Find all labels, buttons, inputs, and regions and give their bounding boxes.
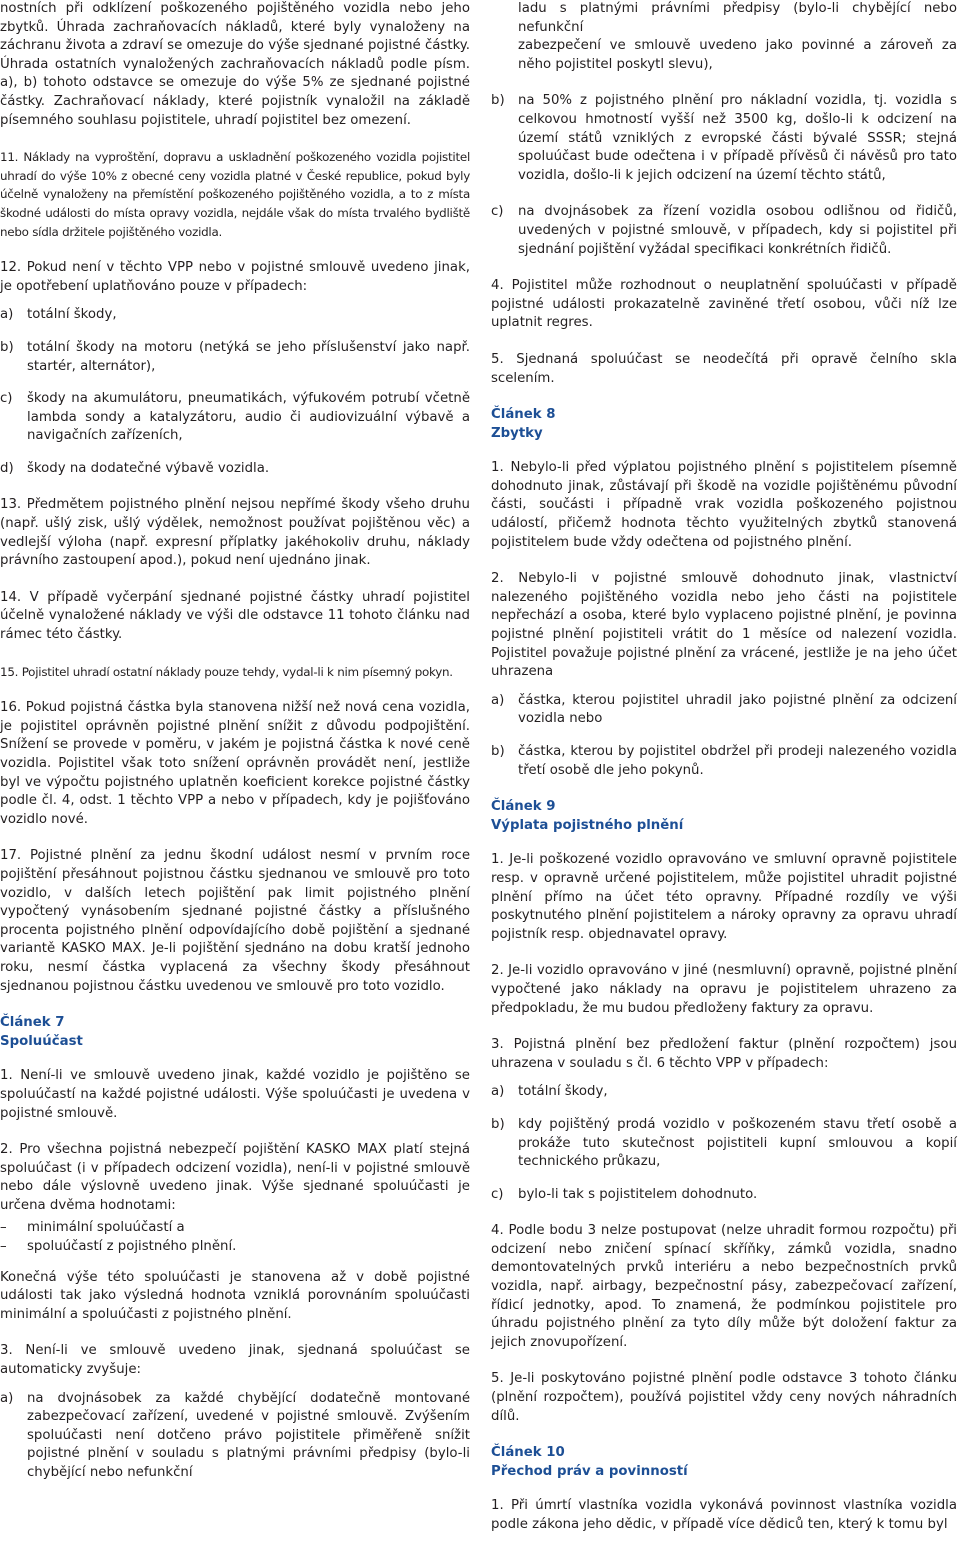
article-7-paragraph-3: 3. Není-li ve smlouvě uvedeno jinak, sjednaná spoluúčast se automaticky zvyšuje:	[0, 1343, 470, 1378]
article-9-paragraph-1: 1. Je-li poškozené vozidlo opravováno ve smluvní opravně pojistitele resp. v opravně určené pojistitelem, může pojistitel uhradit pojistné plnění přímo na účet této opravny. Případné rozdíly ve výši poskytnutého plnění pojistitelem a nároky opravny za opravu uhradí pojistník resp. objednavatel opravy.	[491, 852, 957, 942]
article-number: Článek 8	[491, 407, 556, 423]
item-text: totální škody,	[518, 1084, 608, 1100]
paragraph-11: 11. Náklady na vyproštění, dopravu a uskladnění poškozeného vozidla pojistitel uhradí do výše 10% z obecné ceny vozidla platné v České republice, pokud byly účelně vynaloženy na přemístění poškozeného pojištěného vozidla, a to z místa škodné události do místa opravy vozidla, nejdále však do místa trvalého bydliště nebo sídla držitele pojištěného vozidla.	[0, 150, 470, 239]
article-9-heading	[491, 798, 957, 835]
item-continuation-first: ladu s platnými právními předpisy (bylo-li chybějící nebo nefunkční	[518, 1, 957, 35]
article-7-heading	[0, 1014, 470, 1051]
item-label: c)	[491, 1186, 504, 1202]
article-number: Článek 9	[491, 799, 556, 815]
article-8-paragraph-2: 2. Nebylo-li v pojistné smlouvě dohodnuto jinak, vlastnictví nalezeného pojištěného vozidla nebo jeho části na pojistitele nepřechází a osoba, které bylo vyplaceno pojistné plnění, je povinna pojistné plnění pojistiteli vrátit do 1 měsíce od nalezení vozidla. Pojistitel považuje pojistné plnění za vrácené, jestliže je na jeho účet uhrazena	[491, 571, 957, 680]
article-7-paragraph-1: 1. Není-li ve smlouvě uvedeno jinak, každé vozidlo je pojištěno se spoluúčastí na každé pojistné události. Výše spoluúčasti je uvedena v pojistné smlouvě.	[0, 1068, 470, 1121]
article-title: Spoluúčast	[0, 1033, 83, 1049]
article-title: Výplata pojistného plnění	[491, 817, 684, 833]
article-8-paragraph-1: 1. Nebylo-li před výplatou pojistného plnění s pojistitelem písemně dohodnuto jinak, zůstávají při škodě na vozidle pojištěnému původní části, součásti i případně vrak vozidla poškozeného pojistnou událostí, přičemž hodnota těchto využitelných zbytků stanovená pojistitelem bude vždy odečtena od pojistného plnění.	[491, 460, 957, 550]
item-label: b)	[491, 1116, 505, 1132]
article-9-paragraph-3: 3. Pojistná plnění bez předložení faktur (plnění rozpočtem) jsou uhrazena v souladu s čl. 6 těchto VPP v případech:	[491, 1037, 957, 1071]
list-item	[491, 743, 957, 780]
item-label: b)	[491, 93, 505, 109]
dash-item: – minimální spoluúčastí a	[0, 1219, 470, 1238]
item-text: na dvojnásobek za řízení vozidla osobou odlišnou od řidičů, uvedených v pojistné smlouvě, v případech, kdy si pojistitel při sjednání pojištění vyžádal specifikaci konkrétních řidičů.	[518, 204, 957, 257]
list-item	[0, 339, 470, 376]
article-7-paragraph-5: 5. Sjednaná spoluúčast se neodečítá při opravě čelního skla scelením.	[491, 351, 957, 386]
item-label: d)	[0, 460, 14, 476]
list-item	[0, 306, 470, 325]
item-text: bylo-li tak s pojistitelem dohodnuto.	[518, 1186, 758, 1202]
list-item	[491, 692, 957, 729]
dash-text: minimální spoluúčastí a	[27, 1220, 185, 1236]
item-label: c)	[0, 391, 13, 407]
article-7-paragraph-2-final: Konečná výše této spoluúčasti je stanovena až v době pojistné události tak jako výsledná hodnota vzniklá porovnáním spoluúčasti minimální a spoluúčasti z pojistného plnění.	[0, 1269, 470, 1322]
list-item	[0, 460, 470, 479]
dash-item: – spoluúčastí z pojistného plnění.	[0, 1238, 470, 1257]
article-title: Zbytky	[491, 425, 543, 441]
paragraph-17: 17. Pojistné plnění za jednu škodní událost nesmí v prvním roce pojištění přesáhnout pojistnou částku sjednanou ve smlouvě pro toto vozidlo, v dalších letech pojištění pak limit pojistného plnění vypočtený vynásobením sjednané pojistné částky a příslušného procenta pojistného plnění odpovídajícího době pojištění a sjednané variantě KASKO MAX. Je-li pojištění sjednáno na dobu kratší jednoho roku, nesmí částka vyplacená za všechny škody přesáhnout sjednanou pojistnou částku uvedenou ve smlouvě pro toto vozidlo.	[0, 848, 470, 994]
item-text: totální škody,	[27, 307, 117, 323]
list-item	[491, 203, 957, 259]
paragraph-10-continuation: nostních při odklízení poškozeného pojištěného vozidla nebo jeho zbytků. Úhrada zachraňovacích nákladů, které byly vynaloženy na záchranu života a zdraví se omezuje do výše sjednané pojistné částky. Úhrada ostatních vynaložených zachraňovacích nákladů podle písm. a), b) tohoto odstavce se omezuje do výše 5% ze sjednané pojistné částky. Zachraňovací náklady, které pojistník vynaložil na základě písemného souhlasu pojistitele, uhradí pojistitel bez omezení.	[0, 1, 470, 128]
article-10-paragraph-1: 1. Při úmrtí vlastníka vozidla vykonává povinnost vlastníka vozidla podle zákona jeho dědic, v případě více dědiců ten, který k tomu byl	[491, 1498, 957, 1532]
article-7-paragraph-4: 4. Pojistitel může rozhodnout o neuplatnění spoluúčasti v případě pojistné události prokazatelně zaviněné třetí osobou, vůči níž lze uplatnit regres.	[491, 278, 957, 331]
list-item	[0, 1390, 470, 1483]
item-label: b)	[0, 339, 14, 355]
item-text: částka, kterou pojistitel uhradil jako pojistné plnění za odcizení vozidla nebo	[518, 692, 957, 727]
article-number: Článek 10	[491, 1445, 565, 1461]
item-text: škody na akumulátoru, pneumatikách, výfukovém potrubí včetně lambda sondy a katalyzátoru, audio či audiovizuální výbavě a navigačních zařízeních,	[27, 391, 470, 444]
list-item	[491, 1186, 957, 1205]
article-10-heading	[491, 1444, 957, 1481]
article-9-paragraph-2: 2. Je-li vozidlo opravováno v jiné (nesmluvní) opravně, pojistné plnění vypočtené jako náklady na opravu je pojistitelem uhrazeno za předpokladu, že mu budou předloženy faktury za opravu.	[491, 963, 957, 1016]
article-8-heading	[491, 406, 957, 443]
item-label: a)	[0, 1390, 14, 1406]
paragraph-16: 16. Pokud pojistná částka byla stanovena nižší než nová cena vozidla, je pojistitel oprávněn pojistné plnění snížit z důvodu podpojištění. Snížení se provede v poměru, v jakém je pojistná částka k nové ceně vozidla. Pojistitel však toto snížení oprávněn provádět není, jestliže byl ve výpočtu pojistného uplatněn koeficient korekce pojistné částky podle čl. 4, odst. 1 těchto VPP a nebo v případech, kdy je pojišťováno vozidlo nové.	[0, 700, 470, 827]
item-label: a)	[0, 307, 14, 323]
article-9-paragraph-5: 5. Je-li poskytováno pojistné plnění podle odstavce 3 tohoto článku (plnění rozpočtem), používá pojistitel vždy ceny nových náhradních dílů.	[491, 1371, 957, 1424]
item-label: a)	[491, 692, 505, 708]
article-7-paragraph-2: 2. Pro všechna pojistná nebezpečí pojištění KASKO MAX platí stejná spoluúčast (i v případech odcizení vozidla), není-li v pojistné smlouvě nebo dále výslovně uvedeno jinak. Výše sjednané spoluúčasti je určena dvěma hodnotami:	[0, 1142, 470, 1213]
article-title: Přechod práv a povinností	[491, 1463, 688, 1479]
list-item	[491, 1116, 957, 1172]
list-item	[0, 390, 470, 446]
item-label: c)	[491, 204, 504, 220]
item-text: částka, kterou by pojistitel obdržel při prodeji nalezeného vozidla třetí osobě dle jeho pokynů.	[518, 744, 957, 778]
right-column	[491, 0, 957, 1553]
list-item	[491, 92, 957, 185]
article-number: Článek 7	[0, 1015, 65, 1031]
item-text: kdy pojištěný prodá vozidlo v poškozeném stavu třetí osobě a prokáže tuto skutečnost pojistiteli kupní smlouvou a kopií technického průkazu,	[518, 1116, 957, 1170]
paragraph-12: 12. Pokud není v těchto VPP nebo v pojistné smlouvě uvedeno jinak, je opotřebení uplatňováno pouze v případech:	[0, 260, 470, 294]
dash-text: spoluúčastí z pojistného plnění.	[27, 1239, 237, 1255]
item-continuation: zabezpečení ve smlouvě uvedeno jako povinné a zároveň za něho pojistitel poskytl slevu),	[518, 38, 957, 72]
paragraph-15: 15. Pojistitel uhradí ostatní náklady pouze tehdy, vydal-li k nim písemný pokyn.	[0, 664, 453, 679]
left-column	[0, 0, 470, 1497]
item-text: na dvojnásobek za každé chybějící dodatečně montované zabezpečovací zařízení, uvedené v pojistné smlouvě. Zvýšením spoluúčasti není dotčeno právo pojistitele přiměřeně snížit pojistné plnění v souladu s platnými právními předpisy (bylo-li chybějící nebo nefunkční	[27, 1390, 470, 1480]
list-item	[491, 1083, 957, 1102]
item-text: na 50% z pojistného plnění pro nákladní vozidla, tj. vozidla s celkovou hmotností vyšší než 3500 kg, došlo-li k odcizení na území států vzniklých z evropské části bývalé SSSR; stejná spoluúčast bude odečtena i v případě přívěsů či návěsů pro tato vozidla, došlo-li k jejich odcizení na území těchto států,	[518, 93, 957, 183]
paragraph-14: 14. V případě vyčerpání sjednané pojistné částky uhradí pojistitel účelně vynaložené náklady ve výši dle odstavce 11 tohoto článku nad rámec této částky.	[0, 589, 470, 643]
paragraph-13: 13. Předmětem pojistného plnění nejsou nepřímé škody všeho druhu (např. ušlý zisk, ušlý výdělek, nemožnost používat pojištěnou věc) a vedlejší výloha (např. expresní příplatky jakéhokoliv druhu, náklady právního zastoupení apod.), pokud není ujednáno jinak.	[0, 497, 470, 569]
item-label: b)	[491, 744, 505, 759]
item-text: škody na dodatečné výbavě vozidla.	[27, 460, 270, 476]
item-text: totální škody na motoru (netýká se jeho příslušenství jako např. startér, alternátor),	[27, 339, 470, 374]
article-9-paragraph-4: 4. Podle bodu 3 nelze postupovat (nelze uhradit formou rozpočtu) při odcizení nebo zničení spínací skříňky, zámků vozidla, snadno demontovatelných prvků interiéru a nebo bezpečnostních prvků vozidla, např. airbagy, bezpečnostní pásy, zabezpečovací zařízení, řídicí jednotky, apod. To znamená, že podmínkou pojistitele pro úhradu pojistného plnění za tyto díly může být doložení faktur za jejich znovupořízení.	[491, 1223, 957, 1350]
item-label: a)	[491, 1084, 505, 1100]
